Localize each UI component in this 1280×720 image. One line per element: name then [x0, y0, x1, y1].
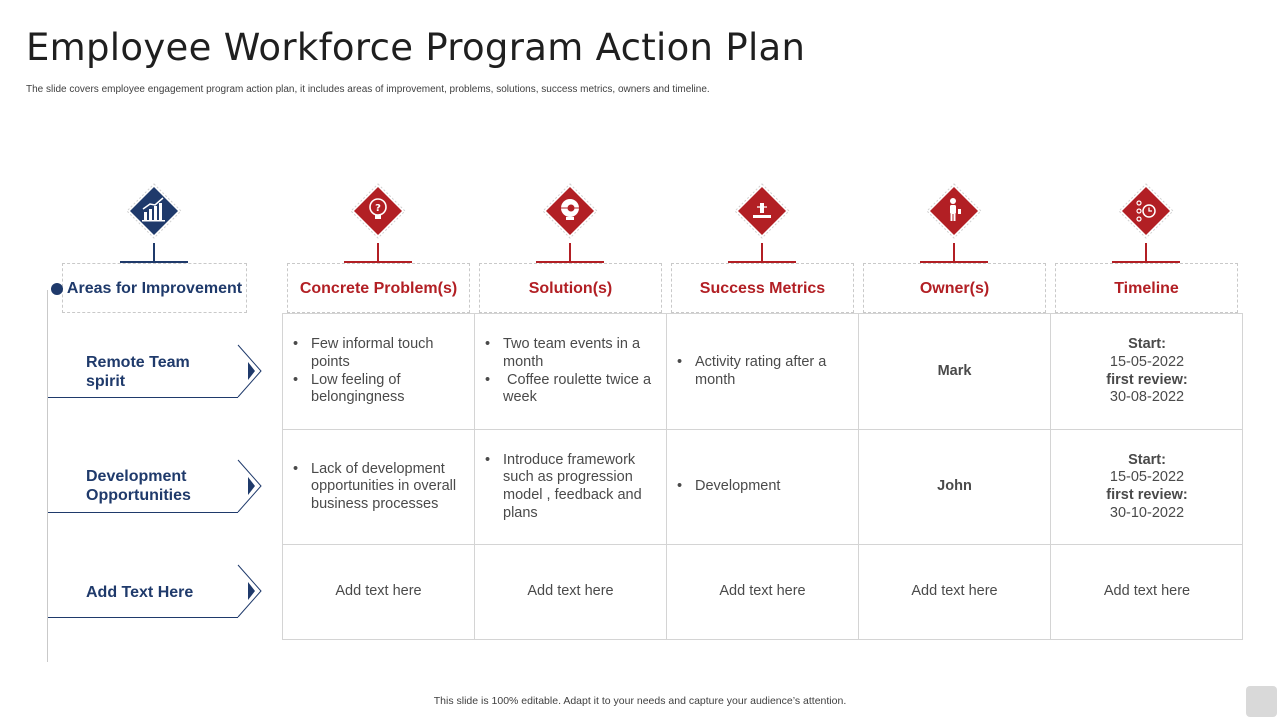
placeholder-cell: Add text here — [475, 545, 667, 639]
table-cell — [667, 314, 859, 430]
clock-timeline-icon — [1117, 182, 1175, 240]
owner-cell: Mark — [859, 314, 1051, 430]
header-owners: Owner(s) — [863, 263, 1046, 313]
growth-chart-icon — [125, 182, 183, 240]
timeline-review-label: first review: — [1106, 371, 1188, 388]
chevron-right-icon — [236, 564, 262, 618]
table-cell — [283, 430, 475, 545]
page-title: Employee Workforce Program Action Plan — [26, 26, 806, 69]
svg-text:?: ? — [375, 203, 381, 214]
stem-line — [953, 243, 955, 261]
stem-line — [377, 243, 379, 261]
row-underline — [48, 617, 238, 618]
footer-note: This slide is 100% editable. Adapt it to your needs and capture your audience’s attention. — [433, 695, 847, 707]
timeline-cell — [1051, 430, 1243, 545]
timeline-review-date: 30-08-2022 — [1109, 389, 1185, 406]
placeholder-cell: Add text here — [1103, 583, 1191, 600]
column-icon-timeline — [1117, 182, 1175, 240]
row-label-remote: Remote Team spirit — [86, 354, 190, 390]
placeholder-cell: Add text here — [667, 545, 859, 639]
timeline-start-date: 15-05-2022 — [1109, 469, 1185, 486]
list-item: • Introduce framework such as progression model , feedback and plans — [485, 452, 658, 522]
column-icon-solutions — [541, 182, 599, 240]
table-cell — [667, 430, 859, 545]
column-icon-areas — [125, 182, 183, 240]
column-icon-metrics — [733, 182, 791, 240]
left-timeline-line — [47, 290, 48, 662]
chevron-right-icon — [236, 344, 262, 398]
list-item: • Coffee roulette twice a week — [485, 372, 658, 407]
row-underline — [48, 397, 238, 398]
owner-cell: John — [859, 430, 1051, 545]
table-cell — [475, 430, 667, 545]
stem-line — [1145, 243, 1147, 261]
stem-line — [153, 243, 155, 261]
column-icon-problems — [349, 182, 407, 240]
list-item: • Low feeling of belongingness — [293, 372, 466, 407]
header-problems: Concrete Problem(s) — [287, 263, 470, 313]
left-timeline-dot — [51, 283, 63, 295]
list-item: • Two team events in a month — [485, 336, 658, 371]
trophy-podium-icon — [733, 182, 791, 240]
timeline-review-date: 30-10-2022 — [1109, 504, 1185, 521]
row-label-add-text: Add Text Here — [86, 584, 194, 601]
list-item: • Lack of development opportunities in overall business processes — [293, 461, 466, 514]
corner-button[interactable] — [1246, 686, 1277, 717]
person-icon — [925, 182, 983, 240]
column-icon-owners — [925, 182, 983, 240]
placeholder-cell: Add text here — [859, 545, 1051, 639]
timeline-review-label: first review: — [1106, 487, 1188, 503]
header-areas: Areas for Improvement — [62, 263, 247, 313]
page-subtitle: The slide covers employee engagement program action plan, it includes areas of improvement, problems, solutions, success metrics, owners and timeline. — [26, 84, 710, 95]
list-item: • Activity rating after a month — [677, 354, 850, 389]
header-timeline: Timeline — [1055, 263, 1238, 313]
placeholder-cell: Add text here — [283, 545, 475, 639]
stem-line — [569, 243, 571, 261]
timeline-start-label: Start: — [1128, 336, 1166, 353]
header-metrics: Success Metrics — [671, 263, 854, 313]
lightbulb-question-icon — [349, 182, 407, 240]
timeline-start-label: Start: — [1128, 451, 1166, 468]
lightbulb-gear-icon — [541, 182, 599, 240]
stem-line — [761, 243, 763, 261]
header-solutions: Solution(s) — [479, 263, 662, 313]
timeline-cell — [1051, 314, 1243, 430]
chevron-right-icon — [236, 459, 262, 513]
list-item: • Development — [677, 478, 780, 496]
row-label-development: Development Opportunities — [86, 468, 191, 504]
timeline-start-date: 15-05-2022 — [1109, 353, 1185, 370]
row-underline — [48, 512, 238, 513]
action-plan-table — [282, 313, 1243, 640]
table-cell — [475, 314, 667, 430]
table-cell — [283, 314, 475, 430]
list-item: • Few informal touch points — [293, 336, 466, 371]
